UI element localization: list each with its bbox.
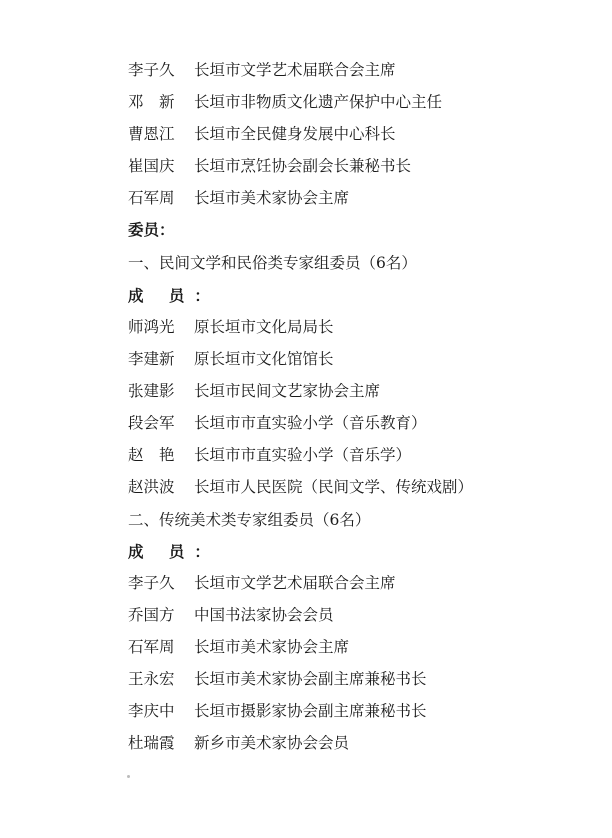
member-name: 石军周	[128, 189, 175, 207]
member-role: 原长垣市文化局局长	[194, 318, 334, 336]
member-name: 李建新	[128, 350, 175, 368]
member-row	[128, 58, 396, 82]
member-role: 长垣市市直实验小学（音乐教育）	[194, 414, 427, 432]
member-role: 长垣市文学艺术届联合会主席	[194, 61, 396, 79]
member-row	[128, 699, 427, 723]
group2-members-label: 成 员：	[128, 542, 220, 561]
scan-speck	[127, 775, 130, 778]
member-name: 段会军	[128, 414, 175, 432]
group1-members-label: 成 员：	[128, 286, 220, 305]
member-name: 邓 新	[128, 93, 175, 111]
member-row	[128, 154, 411, 178]
member-role: 长垣市市直实验小学（音乐学）	[194, 446, 412, 464]
member-name: 李子久	[128, 574, 175, 592]
member-role: 原长垣市文化馆馆长	[194, 350, 334, 368]
member-name: 张建影	[128, 382, 175, 400]
member-name: 李庆中	[128, 702, 175, 720]
member-name: 石军周	[128, 638, 175, 656]
member-row	[128, 122, 396, 146]
member-row	[128, 603, 334, 627]
member-role: 长垣市美术家协会副主席兼秘书长	[194, 670, 427, 688]
member-row	[128, 90, 442, 114]
member-role: 长垣市美术家协会主席	[194, 638, 350, 656]
member-role: 长垣市全民健身发展中心科长	[194, 125, 396, 143]
member-role: 长垣市非物质文化遗产保护中心主任	[194, 93, 443, 111]
member-row	[128, 571, 396, 595]
member-row	[128, 635, 349, 659]
member-row	[128, 475, 473, 499]
member-name: 师鸿光	[128, 318, 175, 336]
member-role: 长垣市美术家协会主席	[194, 189, 350, 207]
group1-title: 一、民间文学和民俗类专家组委员（6名）	[128, 254, 417, 272]
member-row	[128, 731, 349, 755]
member-role: 长垣市烹饪协会副会长兼秘书长	[194, 157, 412, 175]
member-name: 王永宏	[128, 670, 175, 688]
member-name: 乔国方	[128, 606, 175, 624]
committee-label: 委员：	[128, 220, 175, 239]
member-row	[128, 347, 334, 371]
member-row	[128, 315, 334, 339]
member-role: 长垣市文学艺术届联合会主席	[194, 574, 396, 592]
member-role: 新乡市美术家协会会员	[194, 734, 350, 752]
member-name: 崔国庆	[128, 157, 175, 175]
member-row	[128, 186, 349, 210]
member-name: 杜瑞霞	[128, 734, 175, 752]
member-row	[128, 443, 411, 467]
member-role: 中国书法家协会会员	[194, 606, 334, 624]
member-name: 赵洪波	[128, 478, 175, 496]
member-role: 长垣市摄影家协会副主席兼秘书长	[194, 702, 427, 720]
member-row	[128, 667, 427, 691]
member-name: 赵 艳	[128, 446, 175, 464]
member-row	[128, 379, 380, 403]
member-role: 长垣市人民医院（民间文学、传统戏剧）	[194, 478, 474, 496]
member-role: 长垣市民间文艺家协会主席	[194, 382, 381, 400]
member-row	[128, 411, 427, 435]
member-name: 曹恩江	[128, 125, 175, 143]
group2-title: 二、传统美术类专家组委员（6名）	[128, 511, 371, 529]
member-name: 李子久	[128, 61, 175, 79]
